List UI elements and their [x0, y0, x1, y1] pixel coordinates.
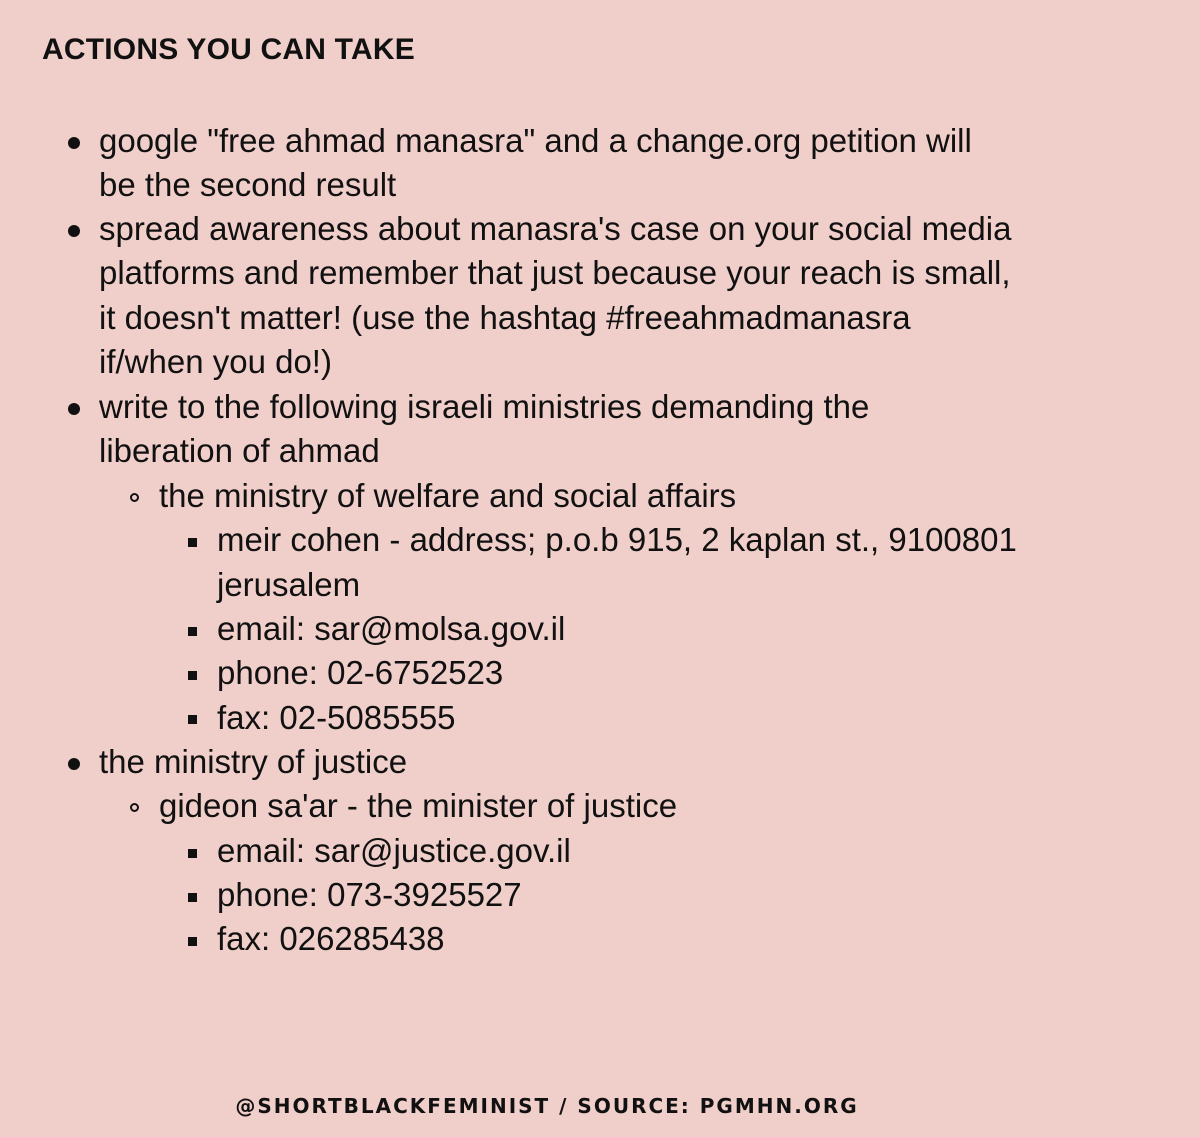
bullet-disc-icon: [68, 225, 80, 237]
welfare-email: email: sar@molsa.gov.il: [217, 610, 566, 647]
bullet-disc-icon: [68, 758, 80, 770]
list-item-spread-line-1: spread awareness about manasra's case on your social media: [99, 210, 1012, 247]
welfare-address-line-1: meir cohen - address; p.o.b 915, 2 kaplan st., 9100801: [217, 521, 1017, 558]
bullet-square-icon: [188, 715, 197, 724]
justice-phone: phone: 073-3925527: [217, 876, 522, 913]
bullet-circle-icon: [130, 803, 139, 812]
bullet-square-icon: [188, 893, 197, 902]
justice-email: email: sar@justice.gov.il: [217, 832, 571, 869]
source-credit: @SHORTBLACKFEMINIST / SOURCE: PGMHN.ORG: [235, 1094, 859, 1118]
bullet-square-icon: [188, 671, 197, 680]
bullet-square-icon: [188, 849, 197, 858]
bullet-disc-icon: [68, 403, 80, 415]
list-item-google-line-2: be the second result: [99, 166, 397, 203]
welfare-phone: phone: 02-6752523: [217, 654, 504, 691]
list-item-write-line-1: write to the following israeli ministries demanding the: [99, 388, 870, 425]
bullet-square-icon: [188, 937, 197, 946]
list-item-google-line-1: google "free ahmad manasra" and a change.org petition will: [99, 122, 972, 159]
list-item-justice-ministry: the ministry of justice: [99, 743, 408, 780]
bullet-disc-icon: [68, 137, 80, 149]
page-title: ACTIONS YOU CAN TAKE: [42, 33, 415, 66]
list-item-spread-line-2: platforms and remember that just because your reach is small,: [99, 254, 1011, 291]
sublist-item-justice-minister: gideon sa'ar - the minister of justice: [159, 787, 678, 824]
sublist-item-welfare-ministry: the ministry of welfare and social affairs: [159, 477, 737, 514]
list-item-write-line-2: liberation of ahmad: [99, 432, 380, 469]
list-item-spread-line-4: if/when you do!): [99, 343, 332, 380]
bullet-square-icon: [188, 538, 197, 547]
justice-fax: fax: 026285438: [217, 920, 445, 957]
list-item-spread-line-3: it doesn't matter! (use the hashtag #freeahmadmanasra: [99, 299, 911, 336]
welfare-fax: fax: 02-5085555: [217, 699, 456, 736]
welfare-address-line-2: jerusalem: [217, 566, 361, 603]
bullet-circle-icon: [130, 493, 139, 502]
bullet-square-icon: [188, 627, 197, 636]
